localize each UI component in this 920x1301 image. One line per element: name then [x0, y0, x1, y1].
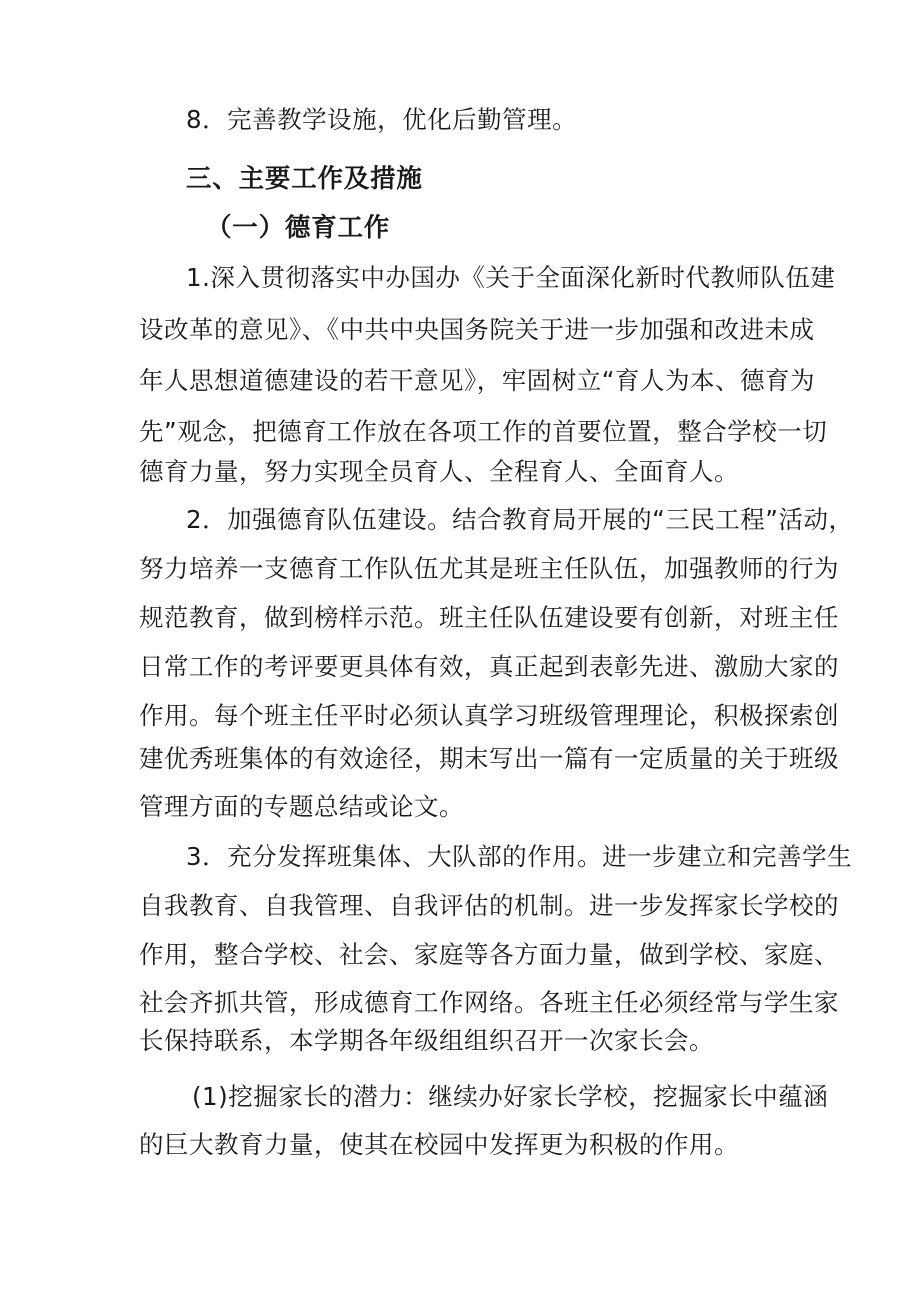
paragraph-line: (1)挖掘家长的潜力：继续办好家长学校，挖掘家长中蕴涵	[192, 1082, 829, 1111]
paragraph-line: 建优秀班集体的有效途径，期末写出一篇有一定质量的关于班级	[139, 744, 839, 773]
paragraph-line: 社会齐抓共管，形成德育工作网络。各班主任必须经常与学生家	[139, 988, 839, 1017]
list-item-8: 8．完善教学设施，优化后勤管理。	[186, 105, 578, 134]
paragraph-line: 作用，整合学校、社会、家庭等各方面力量，做到学校、家庭、	[139, 940, 839, 969]
paragraph-line: 年人思想道德建设的若干意见》，牢固树立“育人为本、德育为	[139, 366, 815, 395]
paragraph-line: 作用。每个班主任平时必须认真学习班级管理理论，积极探索创	[139, 701, 839, 730]
paragraph-line: 3．充分发挥班集体、大队部的作用。进一步建立和完善学生	[186, 842, 853, 871]
paragraph-line: 德育力量，努力实现全员育人、全程育人、全面育人。	[139, 457, 739, 486]
paragraph-line: 设改革的意见》、《中共中央国务院关于进一步加强和改进未成	[139, 315, 815, 344]
paragraph-line: 的巨大教育力量，使其在校园中发挥更为积极的作用。	[139, 1130, 739, 1159]
paragraph-line: 1.深入贯彻落实中办国办《关于全面深化新时代教师队伍建	[186, 263, 836, 292]
paragraph-line: 2．加强德育队伍建设。结合教育局开展的“三民工程”活动，	[186, 505, 854, 534]
paragraph-line: 规范教育，做到榜样示范。班主任队伍建设要有创新，对班主任	[139, 603, 839, 632]
subsection-title: （一）德育工作	[206, 213, 391, 243]
paragraph-line: 长保持联系，本学期各年级组组织召开一次家长会。	[139, 1026, 714, 1055]
paragraph-line: 先”观念，把德育工作放在各项工作的首要位置，整合学校一切	[139, 417, 828, 446]
section-title: 三、主要工作及措施	[186, 164, 423, 194]
paragraph-line: 自我教育、自我管理、自我评估的机制。进一步发挥家长学校的	[139, 891, 839, 920]
paragraph-line: 努力培养一支德育工作队伍尤其是班主任队伍，加强教师的行为	[139, 554, 839, 583]
paragraph-line: 管理方面的专题总结或论文。	[139, 792, 464, 821]
paragraph-line: 日常工作的考评要更具体有效，真正起到表彰先进、激励大家的	[139, 652, 839, 681]
